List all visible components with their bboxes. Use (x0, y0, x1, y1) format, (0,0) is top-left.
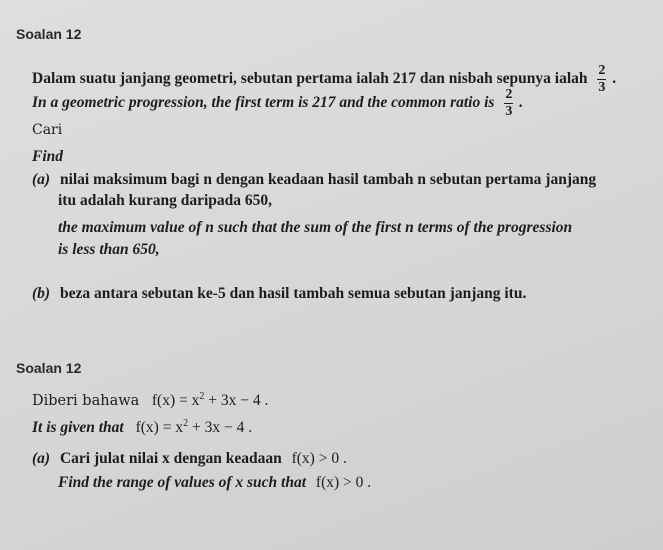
question-heading-2: Soalan 12 (16, 360, 82, 376)
inequality-malay: f(x) > 0 . (291, 450, 347, 467)
function-expression-malay (152, 392, 268, 409)
label-cari: Cari (32, 122, 63, 138)
function-rhs-b: + 3x − 4 . (188, 419, 253, 436)
function-exponent: 2 (183, 418, 189, 429)
intro-malay-period: . (612, 70, 617, 88)
function-rhs-a: = x (162, 419, 184, 436)
fraction-numerator: 2 (598, 63, 606, 78)
given-malay (32, 392, 268, 410)
part-b-malay (32, 285, 526, 303)
given-english (32, 419, 252, 437)
part-a2-malay (32, 450, 347, 468)
intro-malay-text: Dalam suatu janjang geometri, sebutan pertama ialah 217 dan nisbah sepunya ialah (32, 70, 588, 88)
fraction-denominator: 3 (598, 80, 606, 95)
function-exponent: 2 (199, 391, 205, 402)
part-a-malay-line1 (32, 171, 596, 189)
intro-english-text: In a geometric progression, the first term is 217 and the common ratio is (32, 94, 495, 112)
part-a2-english-text: Find the range of values of x such that (58, 474, 307, 491)
part-a-malay-text-1: nilai maksimum bagi n dengan keadaan hasil tambah n sebutan pertama janjang (59, 171, 597, 188)
part-a2-label: (a) (32, 450, 51, 467)
label-find: Find (32, 148, 64, 165)
part-a2-malay-text: Cari julat nilai x dengan keadaan (59, 450, 282, 467)
function-lhs: f(x) (151, 392, 176, 409)
ratio-fraction-english (504, 88, 513, 119)
function-expression-english (136, 419, 252, 436)
part-a-english-line2: is less than 650, (58, 241, 160, 258)
part-a-label: (a) (32, 171, 51, 188)
part-b-malay-text: beza antara sebutan ke-5 dan hasil tambah semua sebutan janjang itu. (59, 285, 527, 302)
function-rhs-a: = x (179, 392, 200, 409)
ratio-fraction-malay (597, 64, 606, 95)
part-a-english-line1: the maximum value of n such that the sum of the first n terms of the progression (58, 219, 573, 236)
question-heading-1: Soalan 12 (16, 26, 82, 42)
part-b-label: (b) (32, 285, 51, 302)
function-lhs: f(x) (135, 419, 159, 436)
given-malay-text: Diberi bahawa (32, 393, 140, 409)
intro-english (32, 88, 523, 119)
intro-english-period: . (519, 94, 524, 112)
fraction-numerator: 2 (505, 87, 513, 102)
given-english-text: It is given that (32, 419, 124, 436)
fraction-denominator: 3 (505, 104, 513, 119)
part-a-malay-line2: itu adalah kurang daripada 650, (58, 192, 273, 209)
function-rhs-b: + 3x − 4 . (204, 392, 269, 409)
inequality-english: f(x) > 0 . (315, 474, 372, 491)
part-a2-english (58, 474, 371, 492)
